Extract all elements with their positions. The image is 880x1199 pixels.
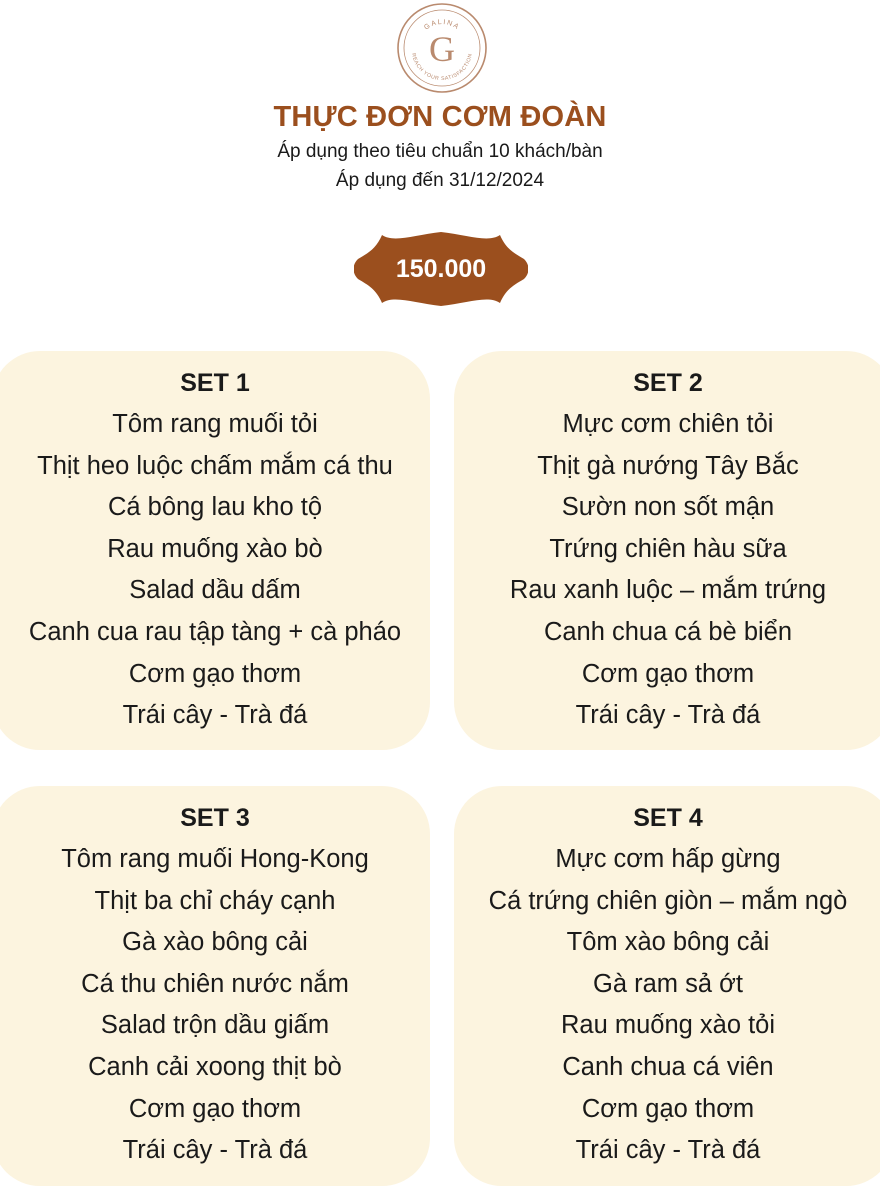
menu-item: Salad dầu dấm	[129, 576, 301, 605]
galina-logo	[396, 2, 488, 94]
logo-brand: GALINA	[423, 18, 461, 32]
set-card-4	[454, 786, 880, 1186]
menu-item: Thịt heo luộc chấm mắm cá thu	[37, 451, 393, 480]
set-card-2	[454, 351, 880, 750]
set-items	[0, 404, 430, 737]
menu-item: Sườn non sốt mận	[561, 493, 775, 522]
menu-item: Trái cây - Trà đá	[122, 701, 308, 730]
logo-letter: G	[429, 29, 455, 69]
menu-item: Cơm gạo thơm	[581, 659, 755, 688]
menu-item: Trái cây - Trà đá	[122, 1136, 308, 1165]
set-title: SET 4	[633, 804, 703, 832]
menu-item: Canh cua rau tập tàng + cà pháo	[28, 617, 402, 646]
menu-item: Canh chua cá viên	[562, 1052, 774, 1081]
menu-item: Tôm rang muối Hong-Kong	[61, 845, 369, 873]
menu-subtitle-guests: Áp dụng theo tiêu chuẩn 10 khách/bàn	[277, 141, 603, 162]
menu-item: Cơm gạo thơm	[128, 659, 302, 688]
menu-item: Cơm gạo thơm	[581, 1094, 755, 1123]
menu-item: Thịt ba chỉ cháy cạnh	[94, 886, 336, 915]
logo-slogan: REACH YOUR SATISFACTION	[410, 52, 474, 83]
menu-item: Cá bông lau kho tộ	[107, 493, 323, 522]
menu-subtitle-validity: Áp dụng đến 31/12/2024	[335, 170, 545, 191]
menu-item: Salad trộn dầu giấm	[100, 1011, 330, 1040]
menu-item: Tôm xào bông cải	[566, 928, 770, 957]
menu-item: Cơm gạo thơm	[128, 1094, 302, 1123]
set-card-1	[0, 351, 430, 750]
menu-item: Tôm rang muối tỏi	[112, 410, 318, 438]
menu-title: THỰC ĐƠN CƠM ĐOÀN	[273, 101, 607, 133]
menu-item: Cá thu chiên nước nắm	[81, 969, 349, 998]
set-items	[454, 839, 880, 1172]
menu-item: Thịt gà nướng Tây Bắc	[537, 451, 799, 480]
menu-item: Canh cải xoong thịt bò	[88, 1052, 342, 1081]
set-title: SET 2	[633, 369, 703, 397]
price-value: 150.000	[395, 255, 487, 283]
menu-item: Rau xanh luộc – mắm trứng	[509, 576, 827, 605]
set-card-3	[0, 786, 430, 1186]
set-title: SET 3	[180, 804, 250, 832]
price-badge	[354, 229, 528, 309]
menu-item: Gà xào bông cải	[122, 928, 308, 957]
menu-item: Gà ram sả ớt	[593, 969, 743, 998]
menu-item: Trái cây - Trà đá	[575, 1136, 761, 1165]
set-items	[0, 839, 430, 1172]
menu-item: Trứng chiên hàu sữa	[549, 534, 787, 563]
menu-item: Mực cơm chiên tỏi	[562, 410, 774, 438]
set-title: SET 1	[180, 369, 250, 397]
menu-item: Mực cơm hấp gừng	[555, 845, 781, 873]
menu-item: Cá trứng chiên giòn – mắm ngò	[488, 886, 848, 915]
set-items	[454, 404, 880, 737]
menu-item: Canh chua cá bè biển	[543, 617, 793, 646]
menu-item: Rau muống xào tỏi	[560, 1011, 776, 1040]
menu-item: Trái cây - Trà đá	[575, 701, 761, 730]
menu-item: Rau muống xào bò	[107, 534, 323, 563]
